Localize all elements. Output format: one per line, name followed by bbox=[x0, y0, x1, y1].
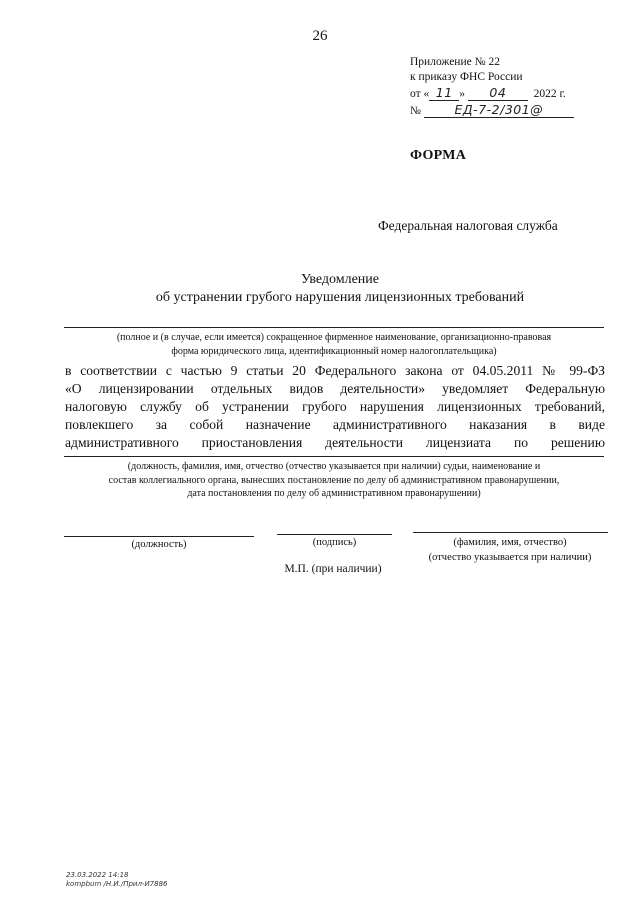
position-field-line bbox=[64, 536, 254, 537]
org-name-field-line bbox=[64, 327, 604, 328]
form-label: ФОРМА bbox=[410, 148, 467, 163]
judge-field-line bbox=[64, 456, 604, 457]
appendix-title: Приложение № 22 bbox=[410, 56, 500, 68]
page-number: 26 bbox=[312, 28, 328, 44]
appendix-number: № ЕД-7-2/301@ bbox=[410, 102, 600, 119]
authority-name: Федеральная налоговая служба bbox=[378, 218, 558, 233]
title-line-2: об устранении грубого нарушения лицензионных требований bbox=[155, 290, 525, 305]
appendix-block bbox=[410, 55, 600, 119]
judge-hint: (должность, фамилия, имя, отчество (отчество указывается при наличии) судьи, наименование и состав коллегиального органа, вынесших постановление по делу об административном правонарушении, дата постановления по делу об административном правонарушении) bbox=[108, 461, 560, 499]
position-caption: (должность) bbox=[131, 539, 187, 550]
org-name-hint: (полное и (в случае, если имеется) сокращенное фирменное наименование, организационно-правовая форма юридического лица, идентификационный номер налогоплательщика) bbox=[116, 332, 552, 357]
signature-caption: (подпись) bbox=[312, 537, 357, 548]
appendix-date: от « 11 » 04 2022 г. bbox=[410, 85, 566, 100]
appendix-order: к приказу ФНС России bbox=[410, 71, 523, 83]
full-name-caption: (фамилия, имя, отчество) (отчество указывается при наличии) bbox=[428, 537, 592, 563]
print-footer: 23.03.2022 14:18 kompbum /Н.И./Прил-И7886 bbox=[66, 871, 168, 888]
stamp-place: М.П. (при наличии) bbox=[284, 563, 382, 575]
document-title bbox=[0, 271, 640, 307]
handwritten-number: ЕД-7-2/301@ bbox=[424, 102, 574, 118]
signature-field-line bbox=[277, 534, 392, 535]
title-line-1: Уведомление bbox=[300, 272, 379, 287]
full-name-field-line bbox=[413, 532, 608, 533]
notification-body: в соответствии с частью 9 статьи 20 Федерального закона от 04.05.2011 № 99-ФЗ «О лицензировании отдельных видов деятельности» уведомляет Федеральную налоговую службу об устранении грубого нарушения лицензионных требований, повлекшего за собой назначение административного наказания в виде административного приостановления деятельности лицензиата по решению bbox=[65, 363, 605, 450]
handwritten-month: 04 bbox=[468, 85, 528, 101]
handwritten-day: 11 bbox=[429, 85, 459, 101]
